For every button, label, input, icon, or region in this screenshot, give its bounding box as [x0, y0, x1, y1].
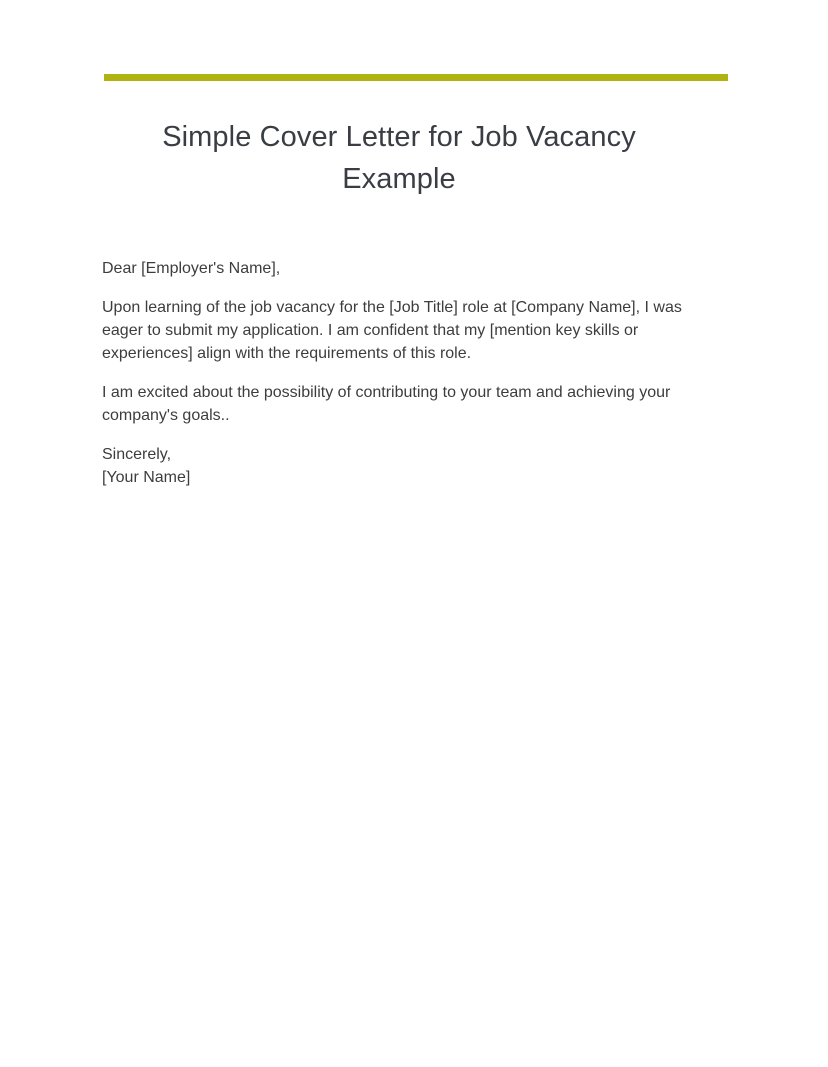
closing: Sincerely,: [102, 446, 172, 463]
letter-body: [102, 257, 702, 505]
sign-off: [102, 443, 702, 489]
paragraph-enthusiasm: I am excited about the possibility of contributing to your team and achieving your company's goals..: [102, 384, 671, 424]
signature-name: [Your Name]: [102, 469, 191, 486]
document-title: Simple Cover Letter for Job Vacancy Example: [162, 121, 636, 195]
salutation: Dear [Employer's Name],: [102, 260, 281, 277]
accent-divider: [104, 74, 728, 81]
paragraph-application: Upon learning of the job vacancy for the [Job Title] role at [Company Name], I was eager to submit my application. I am confident that my [mention key skills or experiences] align with the requirements of this role.: [102, 299, 682, 362]
